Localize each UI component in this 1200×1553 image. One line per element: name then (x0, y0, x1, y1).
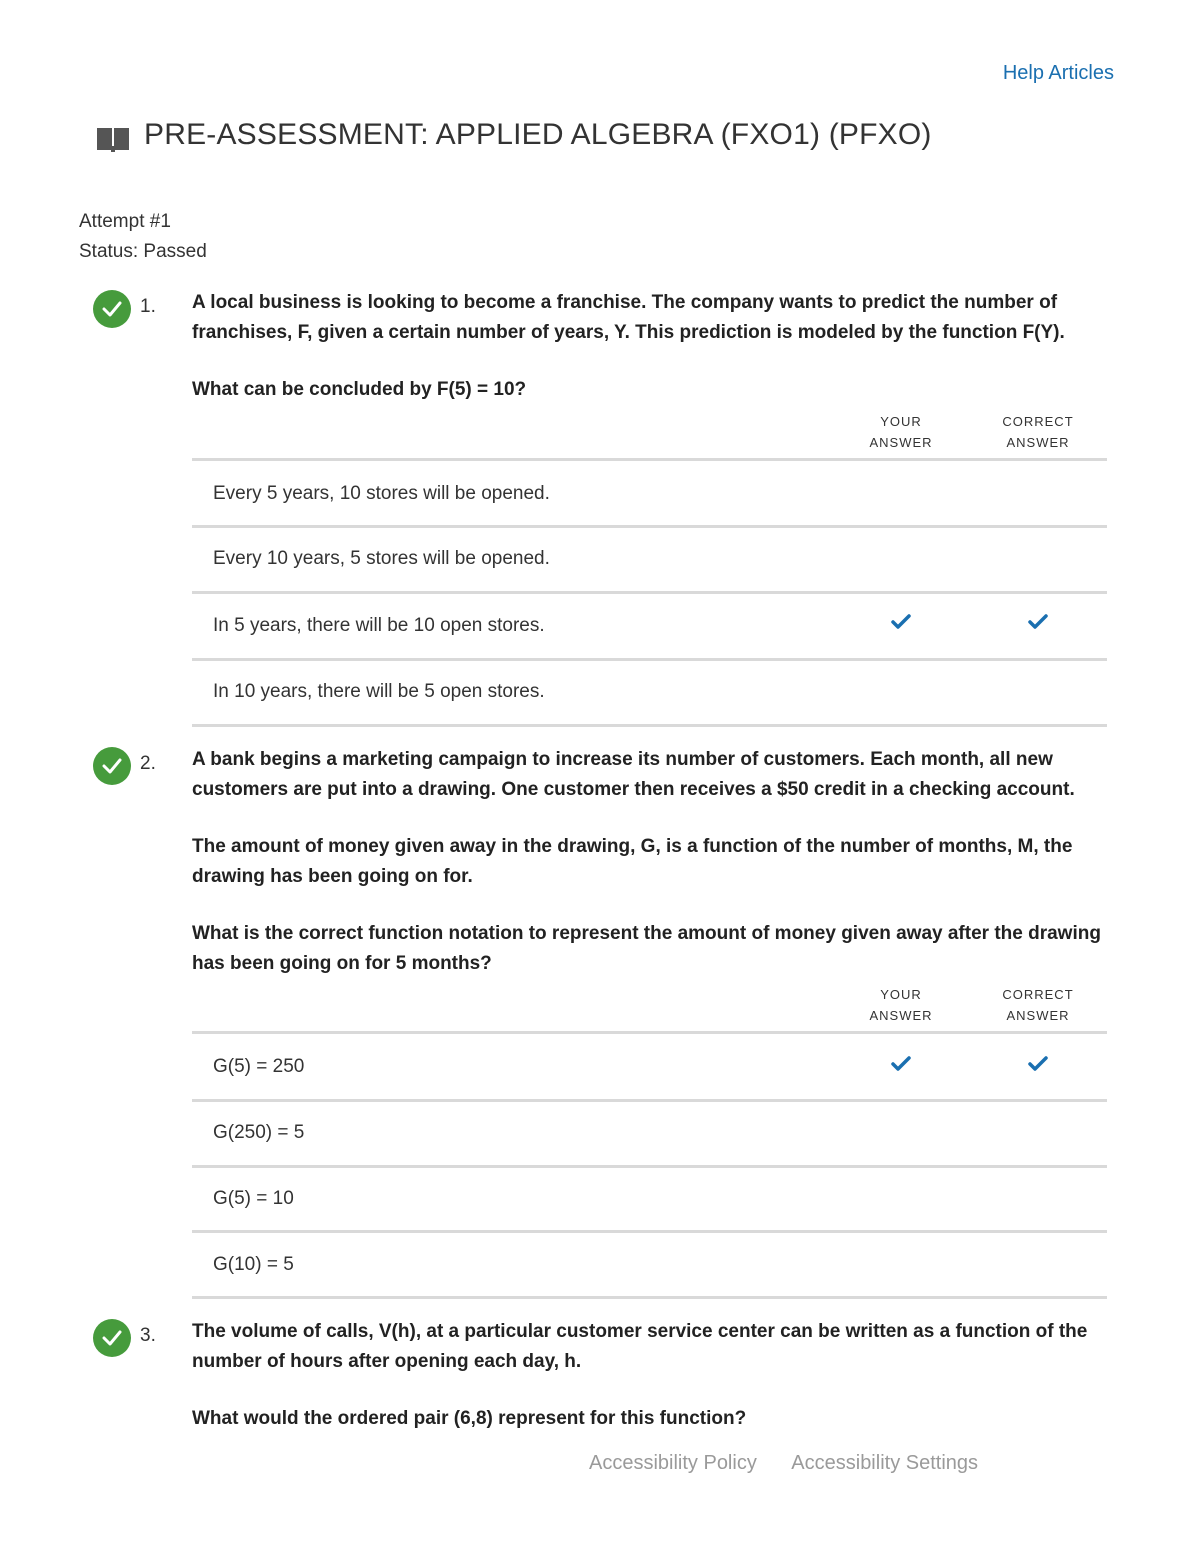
attempt-info (79, 207, 207, 267)
answer-option (192, 461, 1107, 528)
check-circle-icon (93, 1319, 131, 1357)
your-answer-header-line2: ANSWER (869, 1008, 933, 1023)
correct-answer-header-line1: CORRECT (1002, 987, 1074, 1002)
checkmark-icon (983, 1056, 1093, 1078)
answer-option-text: In 5 years, there will be 10 open stores. (213, 615, 545, 636)
question-body (192, 1317, 1107, 1434)
answer-option (192, 661, 1107, 727)
attempt-number: Attempt #1 (79, 211, 171, 232)
your-answer-header-line1: YOUR (880, 987, 922, 1002)
check-circle-icon (93, 290, 131, 328)
answer-table-header (192, 411, 1107, 461)
your-answer-header-line2: ANSWER (869, 435, 933, 450)
your-answer-header (846, 411, 956, 453)
answer-option (192, 594, 1107, 661)
correct-answer-header (983, 411, 1093, 453)
answer-option-text: G(250) = 5 (213, 1122, 305, 1143)
answer-option-text: Every 5 years, 10 stores will be opened. (213, 483, 550, 504)
answer-option-text: Every 10 years, 5 stores will be opened. (213, 548, 550, 569)
question-body (192, 288, 1107, 727)
question-paragraph: A local business is looking to become a franchise. The company wants to predict the number of franchises, F, given a certain number of years, Y. This prediction is modeled by the function F(Y). (192, 292, 1065, 343)
correct-answer-header (983, 984, 1093, 1026)
answer-option-text: In 10 years, there will be 5 open stores. (213, 681, 545, 702)
footer (589, 1452, 1008, 1475)
your-answer-header-line1: YOUR (880, 414, 922, 429)
question-number: 1. (140, 296, 156, 317)
attempt-status: Status: Passed (79, 241, 207, 262)
checkmark-icon (846, 614, 956, 636)
answer-option-text: G(10) = 5 (213, 1254, 294, 1275)
your-answer-header (846, 984, 956, 1026)
correct-answer-header-line2: ANSWER (1006, 435, 1070, 450)
accessibility-policy-link[interactable]: Accessibility Policy (589, 1452, 757, 1474)
question-number: 2. (140, 753, 156, 774)
answer-option (192, 1168, 1107, 1233)
answer-option-text: G(5) = 10 (213, 1188, 294, 1209)
answer-table-header (192, 984, 1107, 1034)
question-prompt: What is the correct function notation to represent the amount of money given away after the drawing has been going on for 5 months? (192, 923, 1101, 974)
question-prompt: What can be concluded by F(5) = 10? (192, 379, 527, 400)
page-title: PRE-ASSESSMENT: APPLIED ALGEBRA (FXO1) (PFXO) (144, 118, 932, 151)
answer-option (192, 1233, 1107, 1299)
book-icon (96, 126, 130, 152)
answer-option (192, 1102, 1107, 1168)
page-header (96, 118, 932, 152)
check-circle-icon (93, 747, 131, 785)
question-prompt: What would the ordered pair (6,8) represent for this function? (192, 1408, 747, 1429)
question-paragraph: A bank begins a marketing campaign to increase its number of customers. Each month, all new customers are put into a drawing. One customer then receives a $50 credit in a checking account. (192, 749, 1075, 800)
question-body (192, 745, 1107, 1299)
question-paragraph: The amount of money given away in the drawing, G, is a function of the number of months, M, the drawing has been going on for. (192, 836, 1073, 887)
answer-option (192, 1034, 1107, 1102)
question-number: 3. (140, 1325, 156, 1346)
accessibility-settings-link[interactable]: Accessibility Settings (791, 1452, 979, 1474)
question-paragraph: The volume of calls, V(h), at a particular customer service center can be written as a function of the number of hours after opening each day, h. (192, 1321, 1088, 1372)
answer-option-text: G(5) = 250 (213, 1056, 305, 1077)
correct-answer-header-line1: CORRECT (1002, 414, 1074, 429)
correct-answer-header-line2: ANSWER (1006, 1008, 1070, 1023)
checkmark-icon (983, 614, 1093, 636)
checkmark-icon (846, 1056, 956, 1078)
answer-option (192, 528, 1107, 594)
help-articles-link[interactable]: Help Articles (1002, 62, 1114, 84)
